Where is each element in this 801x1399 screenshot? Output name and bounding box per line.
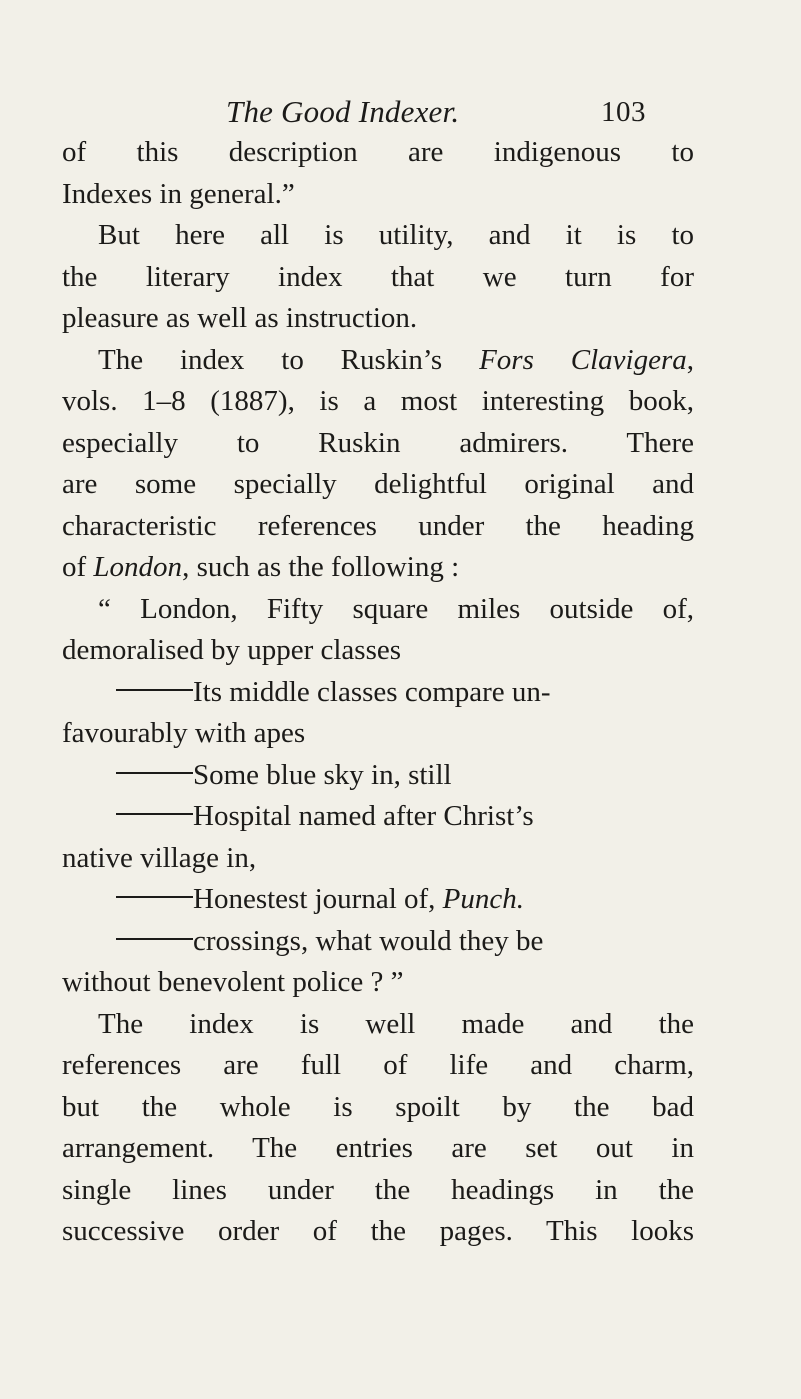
text-line: pleasure as well as instruction. — [62, 302, 418, 334]
text-line: especially to Ruskin admirers. There — [62, 426, 694, 459]
text-line: without benevolent police ? ” — [62, 966, 404, 998]
journal-title: Punch. — [442, 883, 525, 915]
text-line: arrangement. The entries are set out in — [62, 1132, 694, 1164]
page-number: 103 — [601, 96, 646, 128]
ditto-dash — [116, 896, 193, 898]
index-entry-line: crossings, what would they be — [62, 921, 694, 963]
index-entry-line: Its middle classes compare un- — [62, 672, 694, 714]
running-title: The Good Indexer. — [226, 94, 460, 129]
paragraph-start-line: But here all is utility, and it is to — [98, 219, 694, 251]
text-line: single lines under the headings in the — [62, 1173, 694, 1206]
ditto-dash — [116, 938, 193, 940]
ditto-dash — [116, 689, 193, 691]
book-title: Fors Clavigera — [479, 343, 687, 376]
paragraph-start-line: The index is well made and the — [98, 1007, 694, 1040]
running-header — [226, 92, 646, 132]
index-entry-line: Some blue sky in, still — [62, 755, 694, 797]
text-line: vols. 1–8 (1887), is a most interesting book, — [62, 385, 694, 417]
text-line: favourably with apes — [62, 717, 306, 749]
text-line: are some specially delightful original and — [62, 468, 694, 500]
text-line: successive order of the pages. This looks — [62, 1215, 694, 1247]
text-line: references are full of life and charm, — [62, 1049, 694, 1081]
quote-start-line: “ London, Fifty square miles outside of, — [98, 592, 694, 625]
text-line: characteristic references under the heading — [62, 509, 694, 542]
ditto-dash — [116, 813, 193, 815]
text-line: of London, such as the following : — [62, 551, 460, 583]
heading-term: London — [93, 551, 183, 583]
text-line: native village in, — [62, 841, 257, 874]
index-entry-line: Honestest journal of, Punch. — [62, 879, 694, 921]
text-line: demoralised by upper classes — [62, 634, 402, 666]
text-line: the literary index that we turn for — [62, 260, 694, 293]
text-line: but the whole is spoilt by the bad — [62, 1090, 694, 1123]
ditto-dash — [116, 772, 193, 774]
paragraph-start-line: The index to Ruskin’s Fors Clavigera, — [98, 343, 694, 376]
text-line: Indexes in general.” — [62, 177, 295, 210]
text-line: of this description are indigenous to — [62, 136, 694, 168]
body-text — [62, 132, 694, 1253]
index-entry-line: Hospital named after Christ’s — [62, 796, 694, 838]
